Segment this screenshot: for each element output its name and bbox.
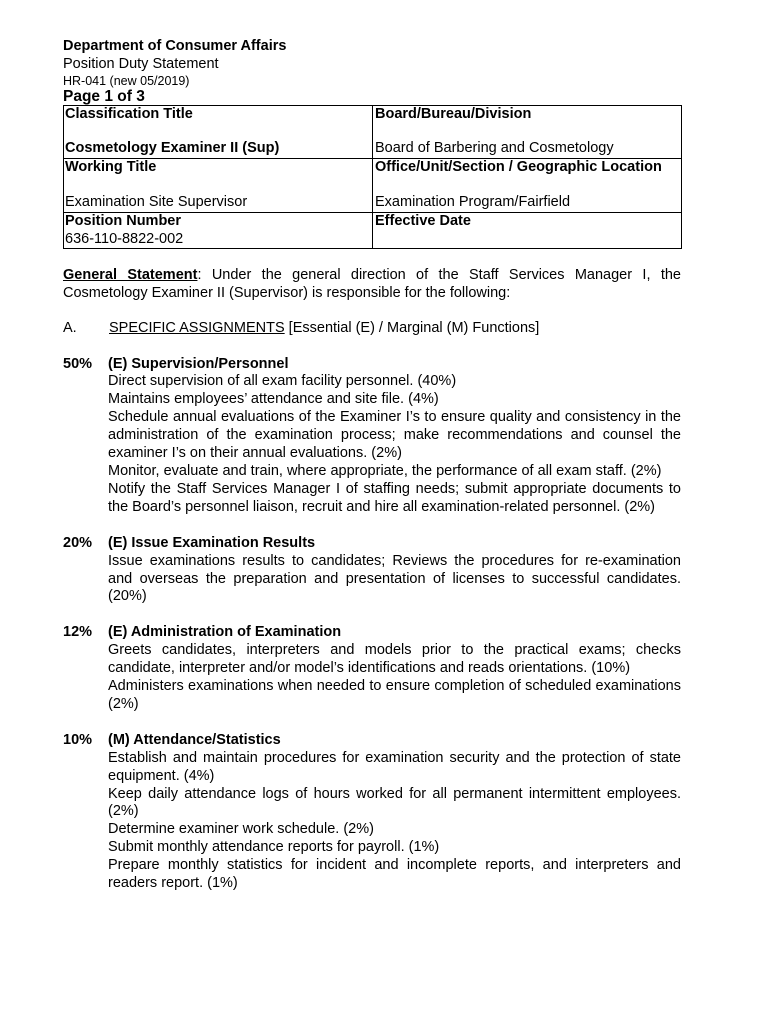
board-value: Board of Barbering and Cosmetology [375, 139, 614, 156]
duty-body [108, 732, 681, 893]
section-suffix: [Essential (E) / Marginal (M) Functions] [284, 319, 540, 336]
working-title-label: Working Title [65, 158, 157, 175]
position-number-value: 636-110-8822-002 [65, 230, 184, 247]
board-label: Board/Bureau/Division [375, 105, 532, 122]
classification-cell [64, 105, 373, 158]
duty-block [63, 535, 681, 607]
general-statement [63, 267, 681, 303]
office-label: Office/Unit/Section / Geographic Location [375, 158, 662, 175]
form-id: HR-041 (new 05/2019) [63, 73, 190, 88]
duty-block [63, 624, 681, 714]
general-statement-text: : Under the general direction of the Staff Services Manager I, the Cosmetology Examiner II (Supervisor) is responsible for the following: [63, 266, 681, 301]
duty-item: Greets candidates, interpreters and models prior to the practical exams; checks candidate, interpreter and/or model’s identifications and reads orientations. (10%) [108, 642, 681, 677]
duty-block [63, 356, 681, 517]
section-title: SPECIFIC ASSIGNMENTS [109, 319, 285, 336]
duty-item: Keep daily attendance logs of hours worked for all permanent intermittent employees. (2%) [108, 785, 681, 820]
department-name: Department of Consumer Affairs [63, 38, 287, 54]
effective-date-label: Effective Date [375, 212, 471, 229]
board-cell [373, 105, 682, 158]
duty-percent: 50% [63, 355, 93, 372]
duty-percent: 20% [63, 534, 93, 551]
position-number-cell [64, 212, 373, 248]
duty-title: (M) Attendance/Statistics [108, 731, 281, 748]
effective-date-cell [373, 212, 682, 248]
duty-item: Maintains employees’ attendance and site file. (4%) [108, 391, 439, 408]
duty-item: Schedule annual evaluations of the Examiner I’s to ensure quality and consistency in the administration of the examination process; make recommendations and counsel the examiner I’s on their annual evaluations. (2%) [108, 409, 681, 462]
section-a-heading [63, 320, 681, 338]
document-title: Position Duty Statement [63, 55, 219, 72]
duty-title: (E) Issue Examination Results [108, 534, 316, 551]
duty-item: Establish and maintain procedures for examination security and the protection of state equipment. (4%) [108, 749, 681, 784]
duty-item: Determine examiner work schedule. (2%) [108, 821, 374, 838]
position-number-label: Position Number [65, 212, 182, 229]
duty-title: (E) Supervision/Personnel [108, 355, 289, 372]
working-title-value: Examination Site Supervisor [65, 193, 248, 210]
duty-item: Monitor, evaluate and train, where appropriate, the performance of all exam staff. (2%) [108, 462, 662, 479]
position-info-table [63, 105, 682, 249]
duty-title: (E) Administration of Examination [108, 624, 342, 641]
duty-body [108, 624, 681, 714]
classification-label: Classification Title [65, 105, 193, 122]
office-value: Examination Program/Fairfield [375, 193, 571, 210]
duty-item: Submit monthly attendance reports for payroll. (1%) [108, 839, 440, 856]
duty-block [63, 732, 681, 893]
document-page [63, 38, 681, 893]
duty-percent: 12% [63, 624, 93, 641]
page-number: Page 1 of 3 [63, 87, 145, 105]
duty-item: Issue examinations results to candidates; Reviews the procedures for re-examination and overseas the preparation and presentation of licenses to successful candidates. (20%) [108, 552, 681, 605]
duty-item: Direct supervision of all exam facility personnel. (40%) [108, 373, 457, 390]
general-statement-label: General Statement [63, 266, 198, 283]
duty-percent: 10% [63, 731, 93, 748]
office-cell [373, 158, 682, 212]
duty-item: Notify the Staff Services Manager I of staffing needs; submit appropriate documents to the Board’s personnel liaison, recruit and hire all examination-related personnel. (2%) [108, 480, 681, 515]
duty-body [108, 535, 681, 607]
duty-item: Prepare monthly statistics for incident and incomplete reports, and interpreters and readers report. (1%) [108, 857, 681, 892]
classification-value: Cosmetology Examiner II (Sup) [65, 139, 280, 156]
duties-list [63, 356, 681, 893]
duty-body [108, 356, 681, 517]
working-title-cell [64, 158, 373, 212]
duty-item: Administers examinations when needed to ensure completion of scheduled examinations (2%) [108, 678, 681, 712]
section-letter: A. [63, 319, 77, 336]
